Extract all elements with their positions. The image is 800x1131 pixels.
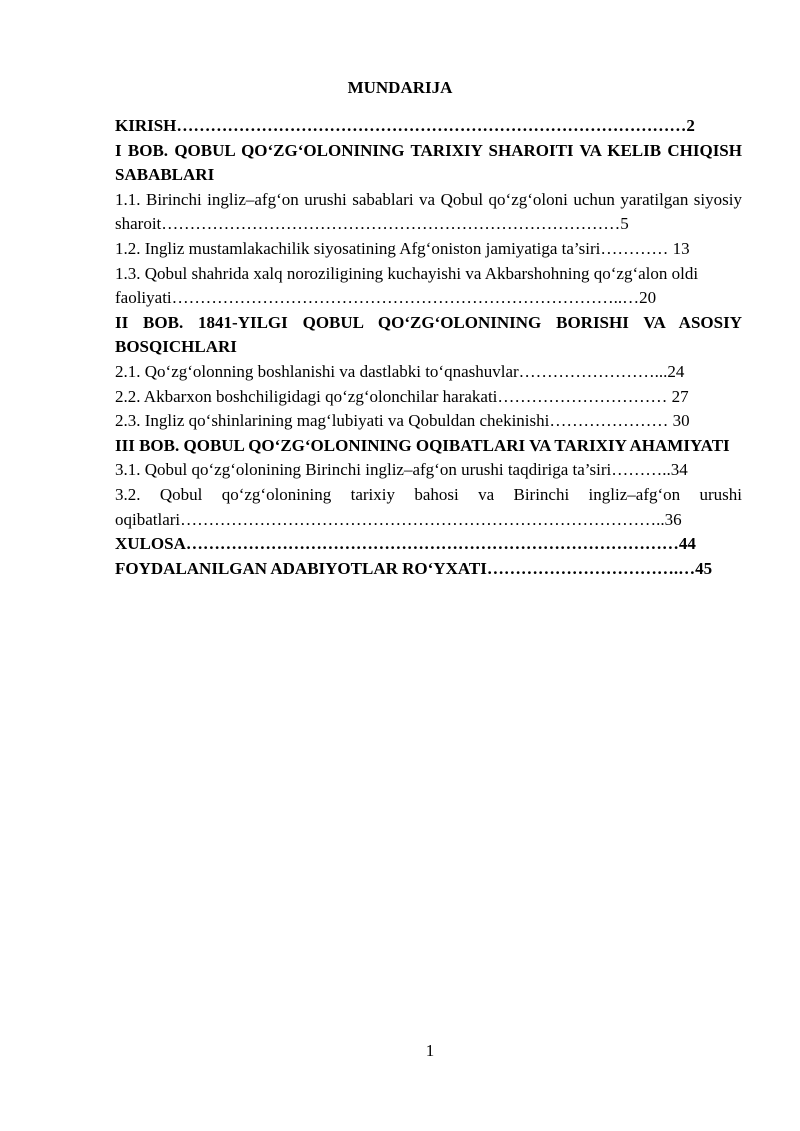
toc-entry-3-2: 3.2. Qobul qo‘zg‘olonining tarixiy bahosi va Birinchi ingliz–afg‘on urushi oqibatlari…………………………………………………………………………..36	[115, 484, 742, 529]
toc-entry-adabiyotlar: FOYDALANILGAN ADABIYOTLAR RO‘YXATI…………………………….…45	[115, 558, 713, 578]
toc-chapter-2-heading: II BOB. 1841-YILGI QOBUL QO‘ZG‘OLONINING BORISHI VA ASOSIY BOSQICHLARI	[115, 312, 742, 357]
toc-entry-1-3: 1.3. Qobul shahrida xalq noroziligining kuchayishi va Akbarshohning qo‘zg‘alon oldi faoliyati……………………………………………………………………..…20	[115, 263, 699, 308]
page-number: 1	[425, 1041, 435, 1060]
table-of-contents	[115, 114, 742, 581]
toc-entry-2-3: 2.3. Ingliz qo‘shinlarining mag‘lubiyati va Qobuldan chekinishi………………… 30	[115, 411, 690, 431]
toc-entry-1-1: 1.1. Birinchi ingliz–afg‘on urushi sabablari va Qobul qo‘zg‘oloni uchun yaratilgan siyosiy sharoit………………………………………………………………………5	[115, 189, 742, 234]
toc-entry-kirish: KIRISH………………………………………………………………………………2	[115, 116, 695, 135]
page-title: MUNDARIJA	[347, 78, 453, 97]
toc-chapter-3-heading: III BOB. QOBUL QO‘ZG‘OLONINING OQIBATLARI VA TARIXIY AHAMIYATI	[115, 435, 730, 455]
toc-entry-2-2: 2.2. Akbarxon boshchiligidagi qo‘zg‘olonchilar harakati………………………… 27	[115, 386, 689, 406]
toc-entry-2-1: 2.1. Qo‘zg‘olonning boshlanishi va dastlabki to‘qnashuvlar……………………...24	[115, 361, 685, 381]
toc-entry-xulosa: XULOSA……………………………………………………………………………44	[115, 534, 696, 554]
toc-entry-3-1: 3.1. Qobul qo‘zg‘olonining Birinchi ingliz–afg‘on urushi taqdiriga ta’siri………..34	[115, 460, 688, 480]
toc-entry-1-2: 1.2. Ingliz mustamlakachilik siyosatining Afg‘oniston jamiyatiga ta’siri………… 13	[115, 238, 690, 258]
toc-chapter-1-heading: I BOB. QOBUL QO‘ZG‘OLONINING TARIXIY SHAROITI VA KELIB CHIQISH SABABLARI	[115, 140, 742, 185]
